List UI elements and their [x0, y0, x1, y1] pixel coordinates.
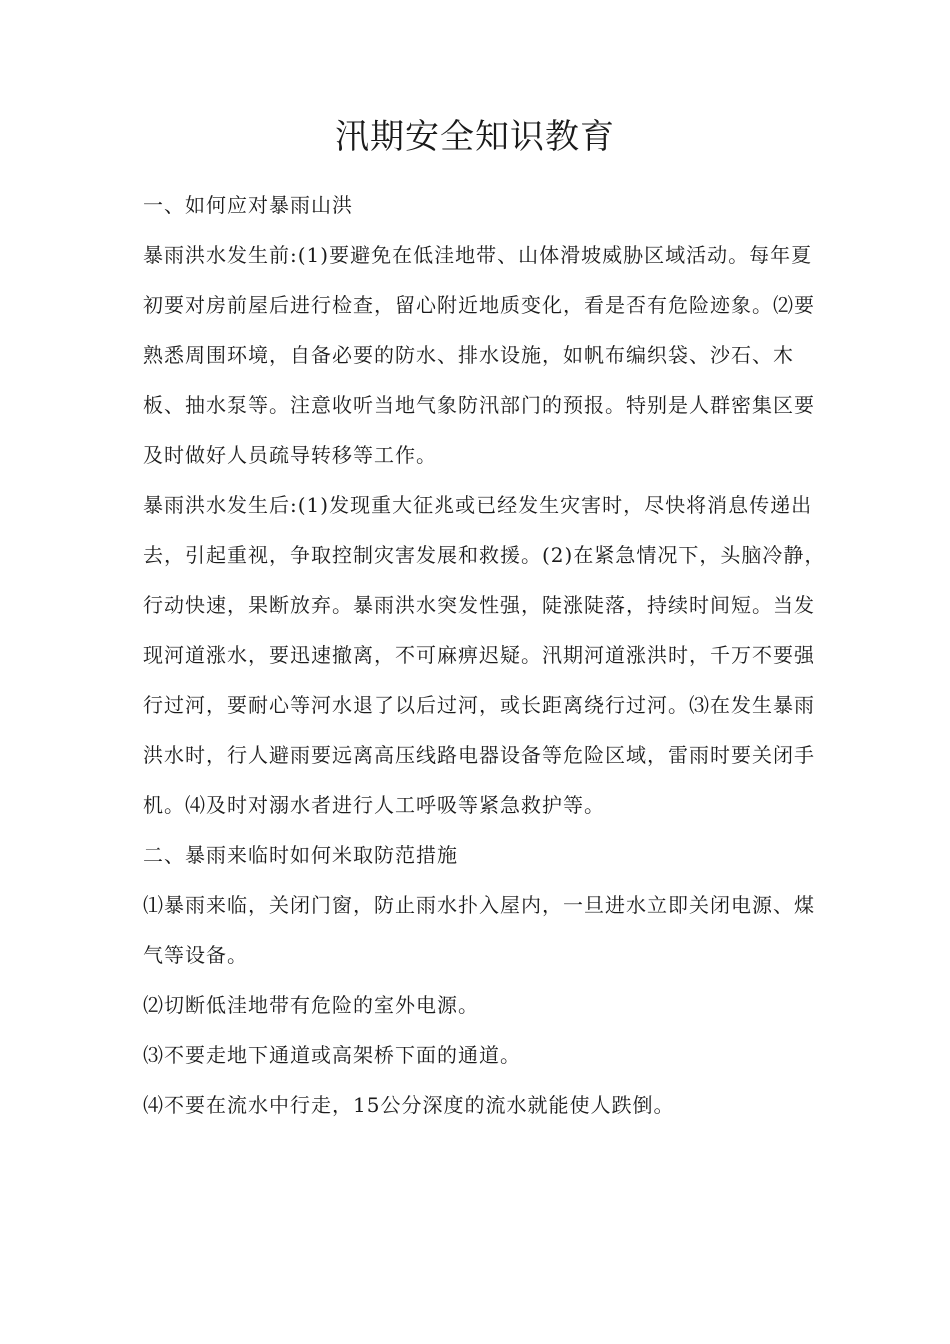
measure-item-3: ⑶不要走地下通道或高架桥下面的通道。: [143, 1043, 521, 1067]
paragraph-before-flood: 暴雨洪水发生前:(1)要避免在低洼地带、山体滑坡威胁区域活动。每年夏初要对房前屋后进行检查，留心附近地质变化，看是否有危险迹象。⑵要熟悉周围环境，自备必要的防水、排水设施，如帆布编织袋、沙石、木板、抽水泵等。注意收听当地气象防汛部门的预报。特别是人群密集区要及时做好人员疏导转移等工作。: [143, 243, 815, 467]
measure-item-1: ⑴暴雨来临，关闭门窗，防止雨水扑入屋内，一旦进水立即关闭电源、煤气等设备。: [143, 893, 815, 967]
document-body: [143, 180, 833, 1130]
section-heading-2: 二、暴雨来临时如何米取防范措施: [143, 843, 458, 867]
section-heading-1: 一、如何应对暴雨山洪: [143, 193, 353, 217]
document-title: 汛期安全知识教育: [335, 117, 615, 157]
paragraph-after-flood: 暴雨洪水发生后:(1)发现重大征兆或已经发生灾害时，尽快将消息传递出去，引起重视，争取控制灾害发展和救援。(2)在紧急情况下，头脑冷静，行动快速，果断放弃。暴雨洪水突发性强，陡涨陡落，持续时间短。当发现河道涨水，要迅速撤离，不可麻痹迟疑。汛期河道涨洪时，千万不要强行过河，要耐心等河水退了以后过河，或长距离绕行过河。⑶在发生暴雨洪水时，行人避雨要远离高压线路电器设备等危险区域，雷雨时要关闭手机。⑷及时对溺水者进行人工呼吸等紧急救护等。: [143, 493, 826, 817]
measure-item-4: ⑷不要在流水中行走，15公分深度的流水就能使人跌倒。: [143, 1093, 675, 1117]
measure-item-2: ⑵切断低洼地带有危险的室外电源。: [143, 993, 479, 1017]
